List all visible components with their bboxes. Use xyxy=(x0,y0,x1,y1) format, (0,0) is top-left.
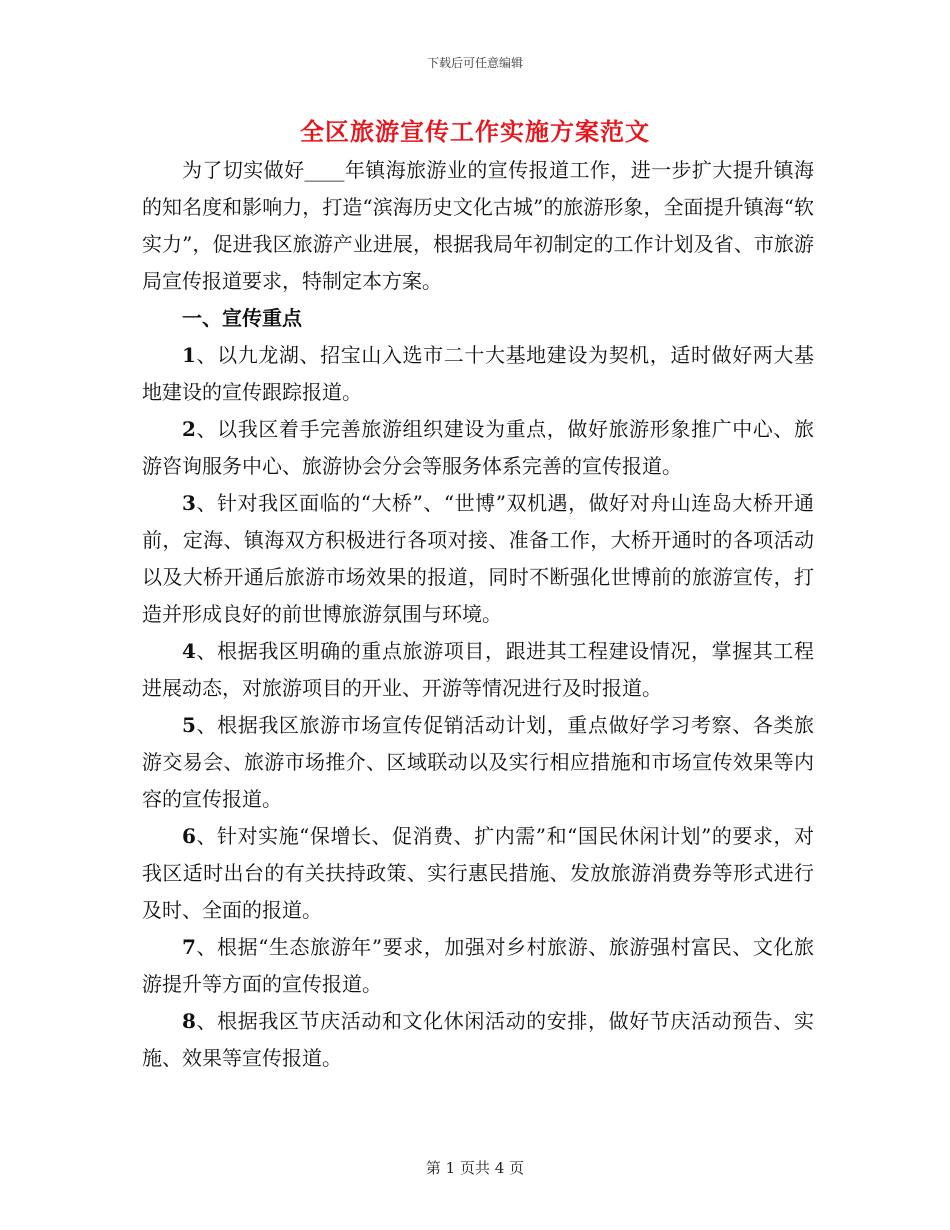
item-number: 3 xyxy=(182,491,196,515)
item-text: 、根据我区旅游市场宣传促销活动计划，重点做好学习考察、各类旅游交易会、旅游市场推介、区域联动以及实行相应措施和市场宣传效果等内容的宣传报道。 xyxy=(142,713,814,811)
item-number: 2 xyxy=(182,417,196,441)
item-number: 7 xyxy=(182,935,196,959)
list-item xyxy=(142,411,814,485)
section-heading: 一、宣传重点 xyxy=(182,306,302,330)
item-text: 、针对我区面临的“大桥”、“世博”双机遇，做好对舟山连岛大桥开通前，定海、镇海双方积极进行各项对接、准备工作，大桥开通时的各项活动以及大桥开通后旅游市场效果的报道，同时不断强化世博前的旅游宣传，打造并形成良好的前世博旅游氛围与环境。 xyxy=(142,491,814,626)
document-body xyxy=(142,152,814,1077)
document-title: 全区旅游宣传工作实施方案范文 xyxy=(300,117,650,146)
item-text: 、根据我区节庆活动和文化休闲活动的安排，做好节庆活动预告、实施、效果等宣传报道。 xyxy=(142,1009,814,1070)
intro-paragraph: 为了切实做好____年镇海旅游业的宣传报道工作，进一步扩大提升镇海的知名度和影响力，打造“滨海历史文化古城”的旅游形象，全面提升镇海“软实力”，促进我区旅游产业进展，根据我局年初制定的工作计划及省、市旅游局宣传报道要求，特制定本方案。 xyxy=(142,158,814,293)
item-text: 、根据“生态旅游年”要求，加强对乡村旅游、旅游强村富民、文化旅游提升等方面的宣传报道。 xyxy=(142,935,814,996)
item-number: 4 xyxy=(182,639,196,663)
item-number: 6 xyxy=(182,824,196,848)
item-number: 8 xyxy=(182,1009,196,1033)
list-item xyxy=(142,485,814,633)
header-note: 下载后可任意编辑 xyxy=(426,56,523,70)
page-footer: 第 1 页共 4 页 xyxy=(425,1159,525,1177)
list-item xyxy=(142,1003,814,1077)
item-text: 、以我区着手完善旅游组织建设为重点，做好旅游形象推广中心、旅游咨询服务中心、旅游协会分会等服务体系完善的宣传报道。 xyxy=(142,417,814,478)
list-item xyxy=(142,337,814,411)
item-text: 、根据我区明确的重点旅游项目，跟进其工程建设情况，掌握其工程进展动态，对旅游项目的开业、开游等情况进行及时报道。 xyxy=(142,639,814,700)
list-item xyxy=(142,633,814,707)
item-text: 、针对实施“保增长、促消费、扩内需”和“国民休闲计划”的要求，对我区适时出台的有关扶持政策、实行惠民措施、发放旅游消费券等形式进行及时、全面的报道。 xyxy=(142,824,814,922)
item-number: 5 xyxy=(182,713,196,737)
list-item xyxy=(142,929,814,1003)
list-item xyxy=(142,707,814,818)
item-text: 、以九龙湖、招宝山入选市二十大基地建设为契机，适时做好两大基地建设的宣传跟踪报道。 xyxy=(142,343,814,404)
list-item xyxy=(142,818,814,929)
item-number: 1 xyxy=(182,343,196,367)
